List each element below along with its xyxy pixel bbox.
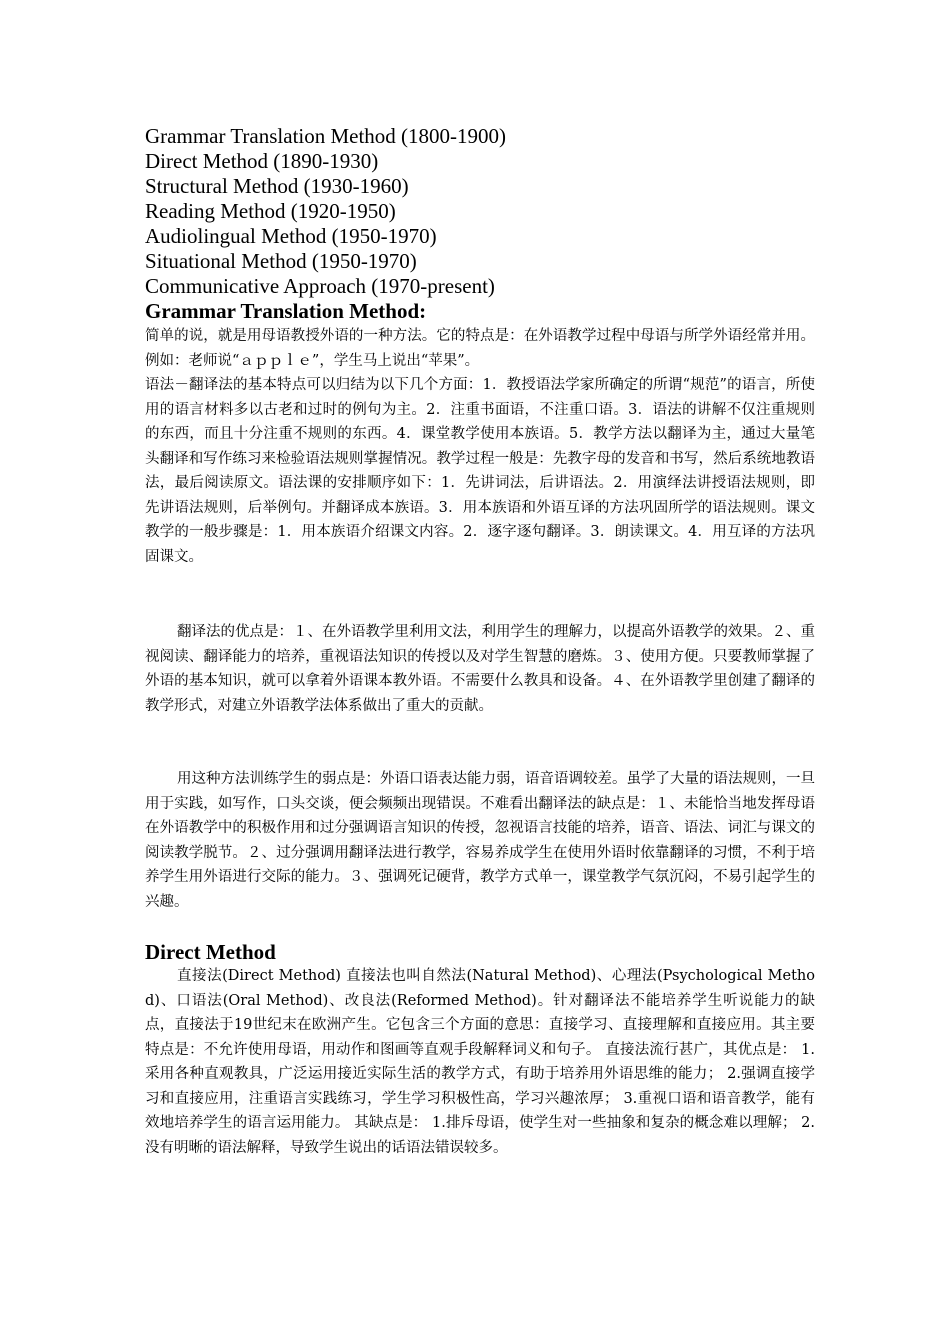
direct-method-paragraph: 直接法(Direct Method) 直接法也叫自然法(Natural Method)、心理法(Psychological Method)、口语法(Oral Method)、改良法(Reformed Method)。针对翻译法不能培养学生听说能力的缺点，直接法于19世纪末在欧洲产生。它包含三个方面的意思：直接学习、直接理解和直接应用。其主要特点是：不允许使用母语，用动作和图画等直观手段解释词义和句子。 直接法流行甚广，其优点是： 1.采用各种直观教具，广泛运用接近实际生活的教学方式，有助于培养用外语思维的能力； 2.强调直接学习和直接应用，注重语言实践练习，学生学习积极性高，学习兴趣浓厚； 3.重视口语和语音教学，能有效地培养学生的语言运用能力。 其缺点是： 1.排斥母语，使学生对一些抽象和复杂的概念难以理解； 2.没有明晰的语法解释，导致学生说出的话语法错误较多。: [145, 968, 815, 1156]
list-item: Structural Method (1930-1960): [145, 174, 409, 198]
gtm-weaknesses-paragraph: 用这种方法训练学生的弱点是：外语口语表达能力弱，语音语调较差。虽学了大量的语法规则，一旦用于实践，如写作，口头交谈，便会频频出现错误。不难看出翻译法的缺点是：１、未能恰当地发挥母语在外语教学中的积极作用和过分强调语言知识的传授，忽视语言技能的培养，语音、语法、词汇与课文的阅读教学脱节。２、过分强调用翻译法进行教学，容易养成学生在使用外语时依靠翻译的习惯，不利于培养学生用外语进行交际的能力。３、强调死记硬背，教学方式单一，课堂教学气氛沉闷，不易引起学生的兴趣。: [145, 771, 815, 910]
list-item: Direct Method (1890-1930): [145, 149, 379, 173]
list-item: Communicative Approach (1970-present): [145, 274, 495, 298]
list-item: Reading Method (1920-1950): [145, 199, 396, 223]
direct-method-heading: Direct Method: [145, 940, 276, 964]
gtm-intro-paragraph: 简单的说，就是用母语教授外语的一种方法。它的特点是：在外语教学过程中母语与所学外语经常并用。例如：老师说“ａｐｐｌｅ”，学生马上说出“苹果”。: [145, 328, 815, 369]
gtm-features-paragraph: 语法－翻译法的基本特点可以归结为以下几个方面：1．教授语法学家所确定的所谓“规范”的语言，所使用的语言材料多以古老和过时的例句为主。2．注重书面语，不注重口语。3．语法的讲解不仅注重规则的东西，而且十分注重不规则的东西。4．课堂教学使用本族语。5．教学方法以翻译为主，通过大量笔头翻译和写作练习来检验语法规则掌握情况。教学过程一般是：先教字母的发音和书写，然后系统地教语法，最后阅读原文。语法课的安排顺序如下：1．先讲词法，后讲语法。2．用演绎法讲授语法规则，即先讲语法规则，后举例句。并翻译成本族语。3．用本族语和外语互译的方法巩固所学的语法规则。课文教学的一般步骤是：1．用本族语介绍课文内容。2．逐字逐句翻译。3．朗读课文。4．用互译的方法巩固课文。: [145, 377, 815, 565]
methods-list: [145, 124, 845, 299]
gtm-heading: Grammar Translation Method:: [145, 299, 427, 323]
gtm-advantages-paragraph: 翻译法的优点是：１、在外语教学里利用文法，利用学生的理解力，以提高外语教学的效果。２、重视阅读、翻译能力的培养，重视语法知识的传授以及对学生智慧的磨炼。３、使用方便。只要教师掌握了外语的基本知识，就可以拿着外语课本教外语。不需要什么教具和设备。４、在外语教学里创建了翻译的教学形式，对建立外语教学法体系做出了重大的贡献。: [145, 624, 815, 714]
list-item: Audiolingual Method (1950-1970): [145, 224, 437, 248]
list-item: Grammar Translation Method (1800-1900): [145, 124, 507, 148]
list-item: Situational Method (1950-1970): [145, 249, 417, 273]
